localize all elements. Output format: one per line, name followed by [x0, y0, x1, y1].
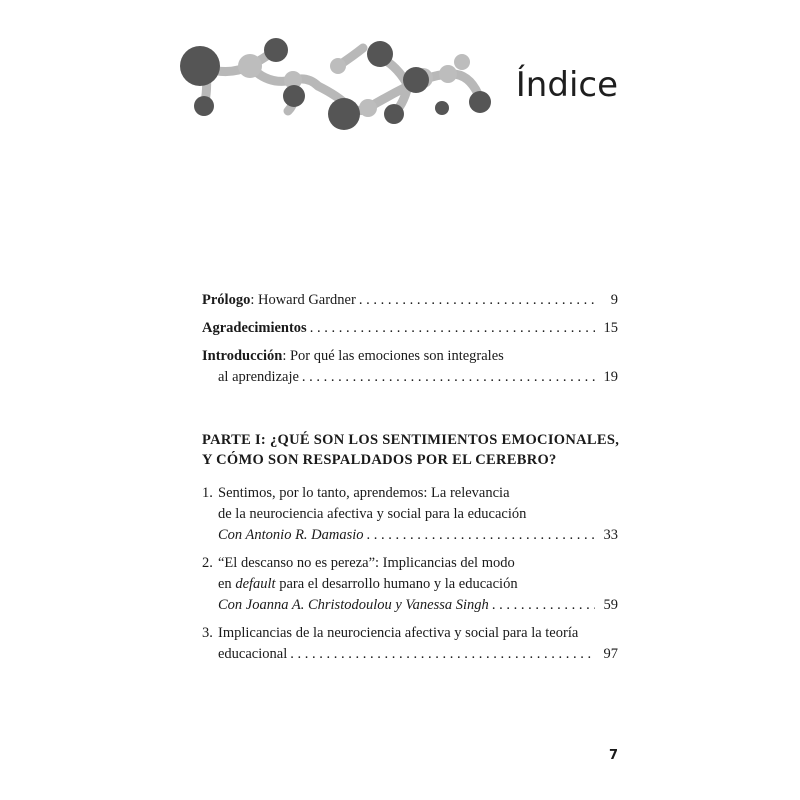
- front-matter-list: [202, 290, 618, 388]
- part-heading-line1: PARTE I: ¿QUÉ SON LOS SENTIMIENTOS EMOCIONALES,: [202, 432, 620, 448]
- chapter-number: 2.: [202, 555, 213, 571]
- molecule-decoration-icon: [178, 36, 498, 136]
- chapter-author: Con Antonio R. Damasio: [218, 527, 364, 543]
- dot-leader: [310, 318, 595, 339]
- dot-leader: [290, 644, 595, 665]
- dot-leader: [302, 367, 595, 388]
- chapter-author: Con Joanna A. Christodoulou y Vanessa Singh: [218, 597, 489, 613]
- chapter-title-emphasis: default: [235, 576, 276, 592]
- toc-page-number: 97: [603, 646, 618, 662]
- dot-leader: [492, 595, 595, 616]
- toc-chapter-2[interactable]: [202, 553, 618, 616]
- toc-entry-continuation: al aprendizaje: [218, 369, 299, 385]
- toc-page-number: 19: [603, 369, 618, 385]
- chapter-title-line: “El descanso no es pereza”: Implicancias del modo: [218, 555, 515, 571]
- dot-leader: [359, 290, 595, 311]
- chapter-number: 3.: [202, 625, 213, 641]
- chapter-list: [202, 483, 618, 665]
- toc-entry-text: : Por qué las emociones son integrales: [282, 348, 504, 364]
- chapter-title-text: en: [218, 576, 236, 592]
- toc-chapter-1[interactable]: [202, 483, 618, 546]
- dot-leader: [367, 525, 595, 546]
- toc-entry-text: : Howard Gardner: [250, 292, 356, 308]
- toc-page-number: 15: [603, 320, 618, 336]
- toc-entry-label: Prólogo: [202, 292, 251, 308]
- chapter-title-line: de la neurociencia afectiva y social para la educación: [218, 506, 527, 522]
- part-heading: [202, 430, 622, 470]
- toc-chapter-3[interactable]: [202, 623, 618, 665]
- toc-entry-agradecimientos[interactable]: [202, 318, 618, 339]
- toc-entry-prologo[interactable]: [202, 290, 618, 311]
- toc-page-number: 59: [603, 597, 618, 613]
- page-title: Índice: [515, 65, 618, 105]
- chapter-title-line: educacional: [218, 646, 288, 662]
- chapter-title-text: para el desarrollo humano y la educación: [275, 576, 518, 592]
- toc-entry-label: Introducción: [202, 348, 283, 364]
- chapter-title-line: Implicancias de la neurociencia afectiva y social para la teoría: [218, 625, 579, 641]
- toc-entry-label: Agradecimientos: [202, 320, 307, 336]
- chapter-title-line: Sentimos, por lo tanto, aprendemos: La relevancia: [218, 485, 510, 501]
- toc-page-number: 9: [610, 292, 618, 308]
- toc-entry-introduccion[interactable]: [202, 346, 618, 388]
- toc-page-number: 33: [603, 527, 618, 543]
- page-number: 7: [608, 748, 618, 763]
- part-heading-line2: Y CÓMO SON RESPALDADOS POR EL CEREBRO?: [202, 452, 557, 468]
- chapter-number: 1.: [202, 485, 213, 501]
